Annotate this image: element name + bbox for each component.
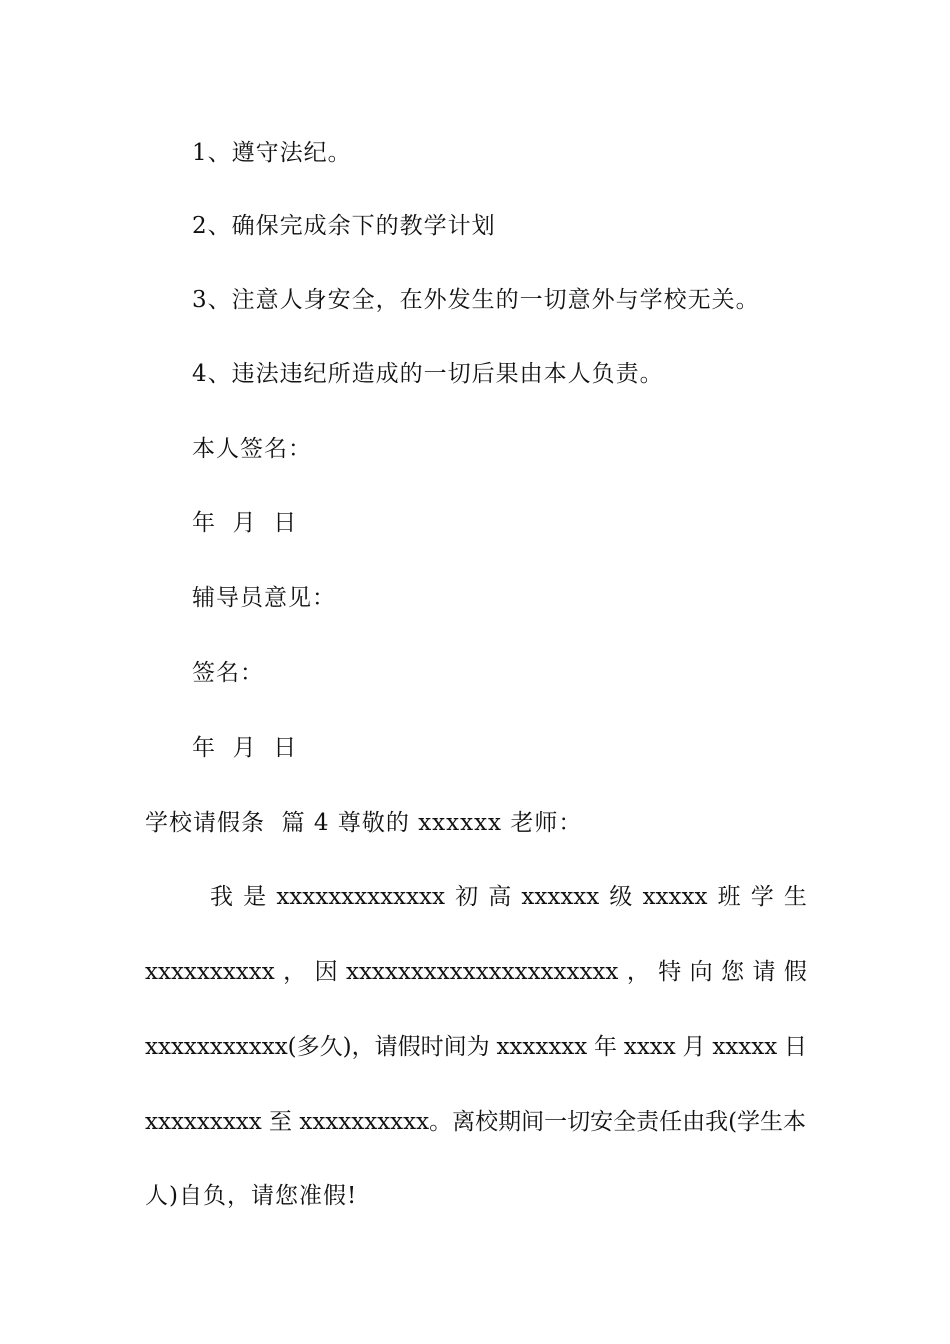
letter-word: xxxxxxxxxxxxxxxxxxxxx <box>345 959 619 985</box>
letter-word: 级 <box>609 884 633 910</box>
letter-word: 班 <box>717 884 741 910</box>
letter-line-3 <box>145 1032 807 1062</box>
letter-word: 向 <box>689 959 713 985</box>
letter-word: xxxxxxx <box>496 1034 588 1060</box>
letter-word: 高 <box>488 884 512 910</box>
letter-word: 您 <box>721 959 745 985</box>
letter-word: xxxxx <box>712 1034 778 1060</box>
letter-word: ， <box>626 959 650 985</box>
letter-word: xxxxxx <box>521 884 600 910</box>
rule-item-2: 2、确保完成余下的教学计划 <box>192 213 496 239</box>
signature-label: 本人签名： <box>192 436 312 462</box>
letter-line-1 <box>210 882 807 912</box>
letter-word: 月 <box>682 1034 706 1060</box>
letter-word: 学 <box>750 884 774 910</box>
counselor-opinion-label: 辅导员意见： <box>192 585 336 611</box>
letter-line-4: xxxxxxxxx 至 xxxxxxxxxx。离校期间一切安全责任由我(学生本 <box>145 1109 807 1135</box>
letter-word: 日 <box>783 1034 807 1060</box>
letter-word: xxxxxxxxxxx(多久)，请假时间为 <box>145 1034 490 1060</box>
letter-word: ， <box>283 959 307 985</box>
letter-word: xxxx <box>623 1034 676 1060</box>
date-line: 年 月 日 <box>192 510 298 536</box>
letter-word: xxxxxxxxxxxxx <box>276 884 445 910</box>
letter-word: 生 <box>783 884 807 910</box>
counselor-signature-label: 签名： <box>192 660 264 686</box>
rule-item-1: 1、遵守法纪。 <box>192 140 352 166</box>
rule-item-3: 3、注意人身安全，在外发生的一切意外与学校无关。 <box>192 287 760 313</box>
rule-item-4: 4、违法违纪所造成的一切后果由本人负责。 <box>192 361 664 387</box>
date-line: 年 月 日 <box>192 735 298 761</box>
letter-word: 年 <box>594 1034 618 1060</box>
letter-word: 我 <box>210 884 233 910</box>
letter-word: xxxxxxxxxx <box>145 959 275 985</box>
letter-word: 假 <box>783 959 807 985</box>
letter-word: 初 <box>455 884 479 910</box>
letter-line-2 <box>145 957 807 987</box>
letter-word: 请 <box>752 959 776 985</box>
section-heading: 学校请假条 篇 4 尊敬的 xxxxxx 老师： <box>145 810 583 836</box>
letter-line-5: 人)自负，请您准假! <box>145 1183 358 1209</box>
letter-word: 是 <box>243 884 267 910</box>
letter-word: xxxxx <box>642 884 708 910</box>
letter-word: 特 <box>658 959 682 985</box>
letter-word: 因 <box>314 959 338 985</box>
